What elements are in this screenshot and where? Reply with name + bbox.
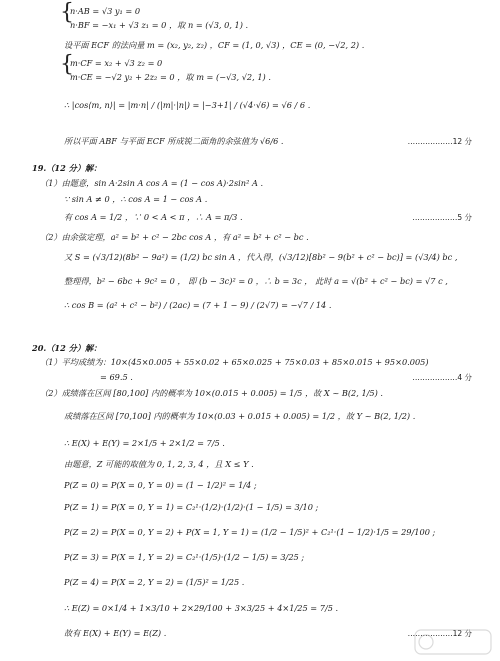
solution-line: 设平面 ECF 的法向量 m = (x₂, y₂, z₂) ，CF = (1, 0, √3) ，CE = (0, −√2, 2) . [64,40,365,50]
solution-line: ∴ E(Z) = 0×1/4 + 1×3/10 + 2×29/100 + 3×3/25 + 4×1/25 = 7/5 . [64,603,339,613]
solution-line: n·AB = √3 y₁ = 0 [70,6,141,16]
solution-line: 有 cos A = 1/2 ，∵ 0 < A < π ，∴ A = π/3 . [64,212,243,222]
solution-line: 整理得，b² − 6bc + 9c² = 0 ， 即 (b − 3c)² = 0 ，∴ b = 3c ， 此时 a = √(b² + c² − bc) = √7 c , [64,276,448,286]
solution-line: m·CE = −√2 y₂ + 2z₂ = 0 ，取 m = (−√3, √2, 1) . [70,72,271,82]
watermark-logo-icon [414,629,492,655]
solution-line: 19.（12 分）解： [32,163,102,173]
solution-line: = 69.5 . [100,372,133,382]
solution-line: P(Z = 3) = P(X = 1, Y = 2) = C₂¹·(1/5)·(1/2 − 1/5) = 3/25 ; [64,552,305,562]
solution-line: P(Z = 2) = P(X = 0, Y = 2) + P(X = 1, Y = 1) = (1/2 − 1/5)² + C₂¹·(1 − 1/2)·1/5 = 29/100 ; [64,527,436,537]
score-marker: ………………12 分 [407,137,472,146]
solution-line: n·BF = −x₁ + √3 z₁ = 0 ，取 n = (√3, 0, 1) . [70,20,249,30]
solution-line: P(Z = 4) = P(X = 2, Y = 2) = (1/5)² = 1/25 . [64,577,245,587]
score-marker: ………………4 分 [412,373,472,382]
solution-line: ∴ |cos⟨m, n⟩| = |m·n| / (|m|·|n|) = |−3+1| / (√4·√6) = √6 / 6 . [64,100,311,110]
solution-line: （1）平均成绩为：10×(45×0.005 + 55×0.02 + 65×0.025 + 75×0.03 + 85×0.015 + 95×0.005) [40,357,429,367]
solution-line: （1）由题意，sin A·2sin A cos A = (1 − cos A)·2sin² A . [40,178,264,188]
solution-line: 由题意，Z 可能的取值为 0, 1, 2, 3, 4 ，且 X ≤ Y . [64,459,254,469]
solution-line: ∵ sin A ≠ 0 ，∴ cos A = 1 − cos A . [64,194,208,204]
solution-line: 又 S = (√3/12)(8b² − 9a²) = (1/2) bc sin A ，代入得，(√3/12)[8b² − 9(b² + c² − bc)] = (√3/4) bc , [64,252,458,262]
score-marker: ………………12 分 [407,629,472,638]
solution-line: P(Z = 1) = P(X = 0, Y = 1) = C₂¹·(1/2)·(1/2)·(1 − 1/5) = 3/10 ; [64,502,319,512]
solution-line: 20.（12 分）解： [32,343,102,353]
system-brace-2: { [60,52,74,77]
solution-line: 所以平面 ABF 与平面 ECF 所成锐二面角的余弦值为 √6/6 . [64,136,284,146]
solution-line: m·CF = x₂ + √3 z₂ = 0 [70,58,163,68]
solution-line: 成绩落在区间 [70,100] 内的概率为 10×(0.03 + 0.015 + 0.005) = 1/2 ，故 Y ~ B(2, 1/2) . [64,411,416,421]
score-marker: ………………5 分 [412,213,472,222]
solution-line: （2）成绩落在区间 [80,100] 内的概率为 10×(0.015 + 0.005) = 1/5 ，故 X ~ B(2, 1/5) . [40,388,384,398]
solution-line: 故有 E(X) + E(Y) = E(Z) . [64,628,167,638]
solution-line: P(Z = 0) = P(X = 0, Y = 0) = (1 − 1/2)² = 1/4 ; [64,480,257,490]
system-brace-1: { [60,0,74,25]
solution-line: （2）由余弦定理，a² = b² + c² − 2bc cos A ，有 a² = b² + c² − bc . [40,232,309,242]
solution-line: ∴ E(X) + E(Y) = 2×1/5 + 2×1/2 = 7/5 . [64,438,225,448]
solution-line: ∴ cos B = (a² + c² − b²) / (2ac) = (7 + 1 − 9) / (2√7) = −√7 / 14 . [64,300,332,310]
